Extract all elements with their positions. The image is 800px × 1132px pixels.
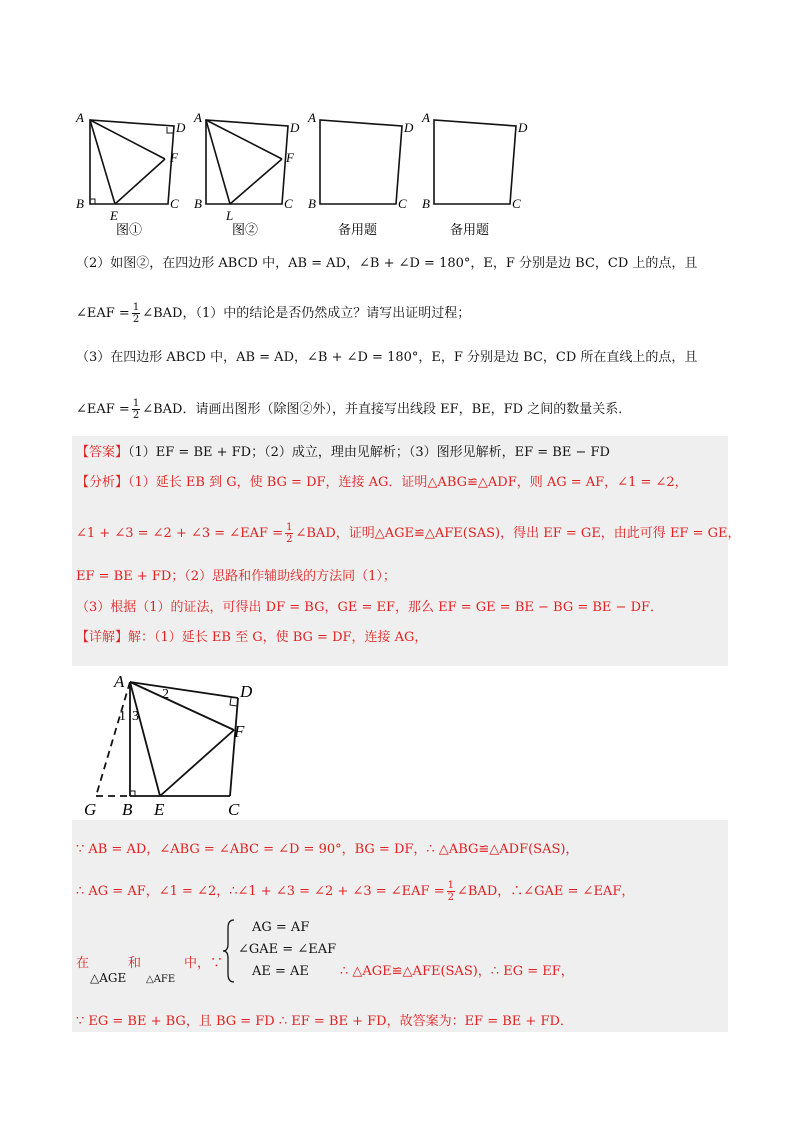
q3-expr: ∠EAF =: [76, 402, 130, 417]
fig2-label-F: F: [286, 150, 294, 165]
q2-rest: ∠BAD，（1）中的结论是否仍然成立？请写出证明过程；: [142, 306, 471, 321]
fig2-label-C: C: [284, 196, 293, 211]
proof-and-label: 和: [128, 956, 142, 971]
brace-line-3: AE = AE: [252, 964, 309, 979]
question-2-line-2: [76, 302, 470, 325]
half-fraction: $\frac{1}{2}$: [286, 522, 293, 545]
spare1-label-A: A: [308, 110, 316, 125]
angle-label-2: 2: [162, 687, 169, 702]
fig2-caption: 图②: [232, 222, 259, 237]
figure-1: [90, 120, 174, 204]
answer-text: （1）EF = BE + FD；（2）成立，理由见解析；（3）图形见解析，EF = BE − FD: [128, 445, 610, 460]
brace-line-2: ∠GAE = ∠EAF: [238, 942, 337, 957]
spare2-label-D: D: [518, 120, 528, 135]
detail-label-E: E: [154, 800, 165, 819]
fig2-label-A: A: [194, 110, 202, 125]
fig2-label-B: B: [194, 196, 202, 211]
fig1-label-D: D: [176, 120, 186, 135]
analysis-text-1: （1）延长 EB 到 G，使 BG = DF，连接 AG．证明△ABG≌△ADF，则 AG = AF，∠1 = ∠2，: [128, 475, 688, 490]
detail-label-C: C: [228, 800, 240, 819]
triangle-AGE: △AGE: [90, 971, 127, 985]
analysis-line-3: EF = BE + FD；（2）思路和作辅助线的方法同（1）；: [76, 569, 396, 584]
analysis-2-post: ∠BAD，证明△AGE≌△AFE(SAS)，得出 EF = GE，由此可得 EF = GE，: [295, 526, 741, 541]
spare2-label-A: A: [422, 110, 430, 125]
analysis-2-pre: ∠1 + ∠3 = ∠2 + ∠3 = ∠EAF =: [76, 526, 284, 541]
proof-2-post: ∠BAD，∴∠GAE = ∠EAF，: [456, 884, 635, 899]
detail-label-A: A: [114, 672, 125, 691]
detail-label-F: F: [234, 722, 245, 741]
analysis-line-1: [76, 473, 688, 493]
angle-label-3: 3: [132, 709, 139, 724]
fig1-label-B: B: [76, 196, 84, 211]
proof-zhong-label: 中，∵: [184, 956, 224, 971]
question-3-line-2: [76, 398, 631, 421]
detail-text-1: 解：（1）延长 EB 至 G，使 BG = DF，连接 AG，: [128, 630, 428, 645]
spare2-label-B: B: [422, 196, 430, 211]
q3-rest: ∠BAD．请画出图形（除图②外），并直接写出线段 EF，BE，FD 之间的数量关系．: [142, 402, 632, 417]
q2-expr: ∠EAF =: [76, 306, 130, 321]
question-2-line-1: （2）如图②，在四边形 ABCD 中，AB = AD，∠B + ∠D = 180°，E，F 分别是边 BC，CD 上的点，且: [76, 256, 698, 271]
proof-line-2: [76, 880, 634, 903]
detail-figure: [74, 668, 258, 820]
top-figures: [70, 104, 540, 244]
fig2-label-L: L: [226, 208, 234, 223]
spare1-label-B: B: [308, 196, 316, 211]
detail-label-G: G: [84, 800, 97, 819]
half-fraction: $\frac{1}{2}$: [132, 398, 140, 421]
brace-line-1: AG = AF: [252, 920, 310, 935]
angle-label-1: 1: [119, 709, 126, 724]
spare2-caption: 备用题: [450, 222, 490, 237]
spare2-label-C: C: [512, 196, 521, 211]
fig1-label-C: C: [170, 196, 179, 211]
question-3-line-1: （3）在四边形 ABCD 中，AB = AD，∠B + ∠D = 180°，E，F 分别是边 BC，CD 所在直线上的点，且: [76, 350, 698, 365]
half-fraction: $\frac{1}{2}$: [132, 302, 140, 325]
figure-2: [206, 120, 288, 204]
answer-label: 【答案】: [76, 445, 129, 460]
detail-label-B: B: [122, 800, 133, 819]
proof-in-label: 在: [76, 956, 90, 971]
fig2-label-D: D: [290, 120, 300, 135]
spare-figure-1: [320, 120, 402, 204]
fig1-caption: 图①: [116, 222, 143, 237]
triangle-AFE: △AFE: [146, 974, 176, 985]
proof-line-4: ∵ EG = BE + BG，且 BG = FD ∴ EF = BE + FD，故答案为：EF = BE + FD．: [76, 1014, 573, 1029]
spare1-caption: 备用题: [338, 222, 378, 237]
proof-line-1: ∵ AB = AD，∠ABG = ∠ABC = ∠D = 90°，BG = DF，∴ △ABG≌△ADF(SAS)，: [76, 842, 579, 857]
proof-2-pre: ∴ AG = AF，∠1 = ∠2，∴∠1 + ∠3 = ∠2 + ∠3 = ∠EAF =: [76, 884, 445, 899]
spare1-label-D: D: [404, 120, 414, 135]
system-brace: [222, 918, 236, 984]
detail-label: 【详解】: [76, 630, 129, 645]
detail-line-1: [76, 628, 427, 648]
analysis-label: 【分析】: [76, 475, 129, 490]
analysis-line-2: [76, 522, 740, 545]
detail-label-D: D: [240, 682, 253, 701]
analysis-line-4: （3）根据（1）的证法，可得出 DF = BG，GE = EF，那么 EF = GE = BE − BG = BE − DF．: [76, 600, 664, 615]
answer-line: [76, 443, 610, 463]
fig1-label-E: E: [110, 208, 118, 223]
half-fraction: $\frac{1}{2}$: [447, 880, 454, 903]
fig1-label-A: A: [76, 110, 84, 125]
spare1-label-C: C: [398, 196, 407, 211]
spare-figure-2: [434, 120, 516, 204]
proof-conclusion: ∴ △AGE≌△AFE(SAS)，∴ EG = EF，: [340, 964, 574, 979]
fig1-label-F: F: [170, 150, 178, 165]
